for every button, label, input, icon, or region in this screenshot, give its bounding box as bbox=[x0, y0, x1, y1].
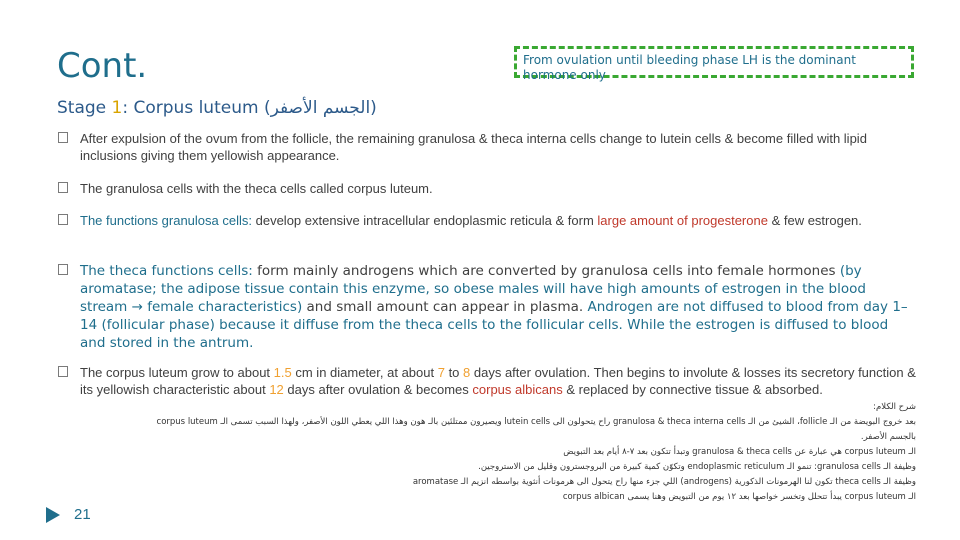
note-box: From ovulation until bleeding phase LH is the dominant hormone only bbox=[514, 46, 914, 78]
bullet-text: form mainly androgens which are converted by granulosa cells into female hormones bbox=[257, 263, 840, 279]
value-diameter: 1.5 bbox=[273, 365, 292, 380]
value-day-end: 8 bbox=[463, 365, 471, 380]
arabic-note-line: بعد خروج البويضة من الـ follicle، الشيئ من الـ granulosa & theca interna cells راح يتحولون الى lutein cells ويصيرون ممتلئين بالـ هون وهذا اللي يعطي اللون الأصفر، ولهذا السبب تسمى الـ corpus luteum bbox=[156, 417, 916, 427]
highlight-progesterone: large amount of progesterone bbox=[597, 213, 768, 228]
arabic-notes bbox=[48, 400, 916, 505]
arabic-note-line: بالجسم الأصفر. bbox=[860, 432, 916, 442]
bullet-heading: The theca functions cells: bbox=[80, 263, 258, 279]
bullet-expulsion bbox=[56, 130, 916, 164]
bullet-text: days after ovulation & becomes bbox=[283, 382, 473, 397]
bullet-granulosa-theca bbox=[56, 180, 916, 197]
arabic-note-line: الـ corpus luteum يبدأ تتحلل وتخسر خواصها بعد ١٢ يوم من التبويض وهنا يسمى corpus albican bbox=[562, 492, 916, 502]
bullet-text: to bbox=[444, 365, 464, 380]
stage-suffix: : Corpus luteum (الجسم الأصفر) bbox=[122, 98, 377, 118]
bullet-text: & replaced by connective tissue & absorbed. bbox=[562, 382, 823, 397]
bullet-text: develop extensive intracellular endoplasmic reticula & form bbox=[255, 213, 598, 228]
bullet-theca-functions bbox=[56, 262, 916, 352]
checkbox-bullet-icon bbox=[58, 182, 68, 193]
bullet-corpus-growth bbox=[56, 364, 916, 398]
arabic-note-line: وظيفة الـ theca cells تكون لنا الهرمونات الذكورية (androgens) اللي جزء منها راح يتحول الى هرمونات أنثوية بواسطه انزيم الـ aromatase bbox=[412, 477, 916, 487]
aromatase-note: (by aromatase; bbox=[80, 263, 862, 297]
checkbox-bullet-icon bbox=[58, 132, 68, 143]
androgen-note: Androgen are not diffused to blood from day 1–14 (follicular phase) because it diffuse from the theca cells to the follicular cells. While the estrogen is diffused to blood and stored in the antrum. bbox=[80, 299, 908, 351]
bullet-text: days after ovulation. Then begins to involute & losses its secretory function & its yellowish characteristic about bbox=[80, 365, 916, 397]
bullet-text: cm in diameter, at about bbox=[291, 365, 438, 380]
bullet-text-tail: & few estrogen. bbox=[767, 213, 862, 228]
adipose-note: the adipose tissue contain this enzyme, so obese males will have high amounts of estrogen in the blood stream → female characteristics) bbox=[80, 281, 866, 315]
stage-prefix: Stage bbox=[57, 98, 112, 118]
bullet-text-mid: and small amount can appear in plasma. bbox=[302, 299, 588, 315]
bullet-granulosa-functions bbox=[56, 212, 916, 229]
checkbox-bullet-icon bbox=[58, 366, 68, 377]
arabic-note-line: وظيفة الـ granulosa cells: تنمو الـ endoplasmic reticulum وتكوّن كمية كبيرة من البروجسترون وقليل من الاستروجين. bbox=[478, 462, 916, 472]
page-marker-icon bbox=[46, 507, 60, 523]
bullet-text: The granulosa cells with the theca cells called corpus luteum. bbox=[80, 181, 433, 196]
arabic-note-line: الـ corpus luteum هي عبارة عن granulosa & theca cells وتبدأ تتكون بعد ٧-٨ أيام بعد التبويض bbox=[563, 447, 916, 457]
page-number: 21 bbox=[74, 506, 91, 523]
checkbox-bullet-icon bbox=[58, 214, 68, 225]
arabic-note-line: شرح الكلام: bbox=[873, 402, 916, 412]
checkbox-bullet-icon bbox=[58, 264, 68, 275]
value-involution-days: 12 bbox=[269, 382, 284, 397]
bullet-text: The corpus luteum grow to about bbox=[80, 365, 274, 380]
slide-title: Cont. bbox=[57, 46, 148, 86]
value-day-start: 7 bbox=[437, 365, 445, 380]
stage-heading bbox=[57, 98, 377, 118]
stage-number: 1 bbox=[111, 98, 123, 118]
bullet-text: After expulsion of the ovum from the follicle, the remaining granulosa & theca interna cells change to lutein cells & become filled with lipid inclusions giving them yellowish appearance. bbox=[80, 131, 867, 163]
bullet-heading: The functions granulosa cells: bbox=[80, 213, 256, 228]
highlight-corpus-albicans: corpus albicans bbox=[472, 382, 563, 397]
